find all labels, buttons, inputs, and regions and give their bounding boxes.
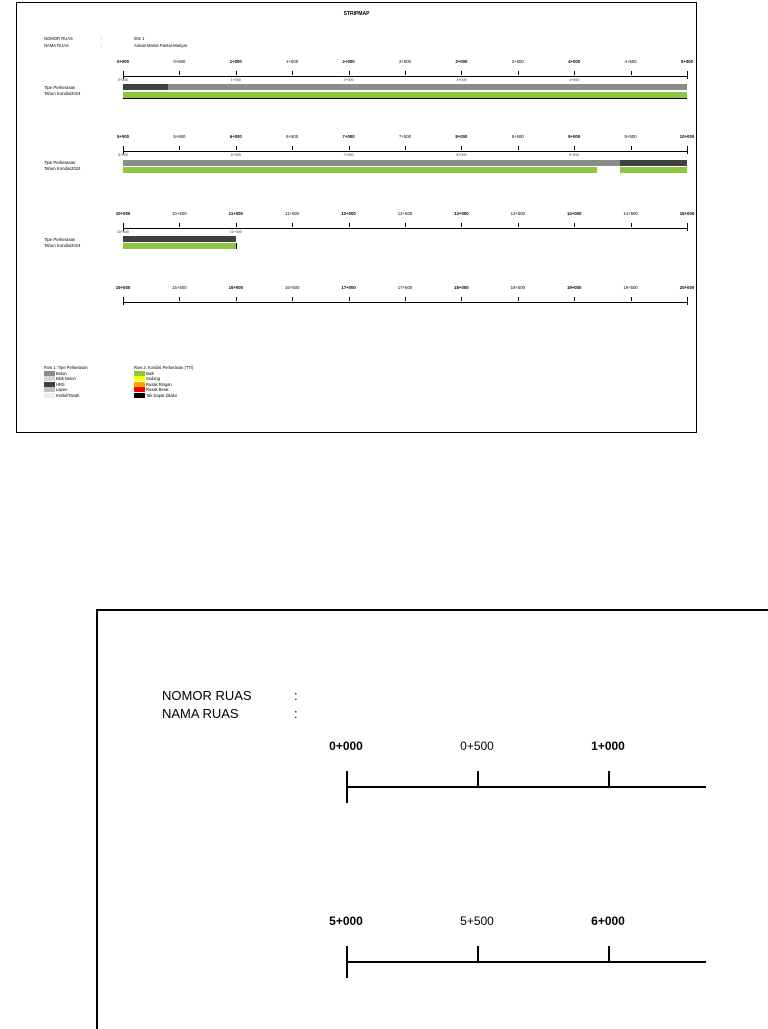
strip-baseline: [123, 76, 687, 77]
strip-baseline: [123, 302, 687, 303]
tick-label: 18+000: [454, 285, 469, 290]
tick-mark: [236, 71, 237, 75]
row-label-tahun: Tahun Kondisi2024: [44, 166, 81, 171]
stripmap-sheet: [16, 2, 697, 433]
tick-label: 9+500: [624, 134, 637, 139]
nama-ruas-value: Aimas-Mariat Pantai-Mariyat: [134, 43, 187, 48]
tick-label: 4+000: [568, 59, 581, 64]
seg-s2-beton: [123, 160, 620, 166]
tick-label: 14+500: [623, 211, 638, 216]
tick-mark: [179, 223, 180, 227]
tick-mark: [236, 146, 237, 150]
tick-mark: [349, 146, 350, 150]
legend-swatch: [134, 382, 145, 387]
legend-swatch: [44, 393, 55, 398]
legend-swatch: [44, 382, 55, 387]
segment-km-label: 10+000: [116, 230, 130, 234]
seg-s1-hrs: [123, 84, 168, 90]
tick-label: 19+500: [623, 285, 638, 290]
tick-mark: [574, 146, 575, 150]
tick-label: 20+000: [679, 285, 695, 290]
nama-ruas-label: NAMA RUAS: [44, 43, 69, 48]
tick-label: 2+500: [398, 59, 412, 64]
tick-mark: [687, 146, 688, 154]
tick-label: 0+500: [173, 59, 186, 64]
seg-s1-beton: [168, 84, 687, 90]
tick-mark: [236, 297, 237, 301]
zoom-tick-label: 6+000: [591, 914, 625, 928]
nomor-ruas-sep: :: [101, 36, 103, 41]
row-label-tipe: Tipe Perkerasan: [44, 160, 76, 165]
tick-label: 6+000: [229, 134, 242, 139]
tick-mark: [687, 71, 688, 79]
legend-label: Beton: [56, 370, 67, 376]
legend-label: Lapen: [56, 387, 68, 392]
legend-swatch: [44, 376, 55, 381]
tick-mark: [292, 223, 293, 227]
tick-label: 11+000: [228, 211, 243, 216]
nomor-ruas-label: NOMOR RUAS: [44, 36, 73, 41]
tick-label: 9+000: [568, 134, 581, 139]
tick-label: 15+000: [679, 211, 695, 216]
tick-label: 5+500: [173, 134, 186, 139]
segment-km-label: 6+000: [230, 153, 241, 157]
tick-mark: [123, 297, 124, 305]
legend-swatch: [134, 371, 145, 376]
legend-swatch: [134, 393, 145, 398]
seg-s2-baik-b: [620, 167, 687, 173]
segment-km-label: 8+000: [456, 153, 467, 157]
tick-mark: [518, 71, 519, 75]
nomor-ruas-value: 001 1: [134, 36, 145, 41]
tick-label: 16+500: [284, 285, 300, 290]
tick-label: 12+000: [341, 211, 356, 216]
zoom-tick-label: 5+500: [460, 914, 494, 928]
row-label-tahun: Tahun Kondisi2024: [44, 91, 81, 96]
row-label-tahun: Tahun Kondisi2024: [44, 243, 81, 248]
tick-label: 14+000: [566, 211, 582, 216]
seg-s3-hrs: [123, 236, 236, 242]
tick-mark: [292, 297, 293, 301]
tick-label: 17+000: [341, 285, 356, 290]
zoom-tick-mark: [477, 771, 479, 787]
tick-mark: [518, 223, 519, 227]
tick-mark: [687, 223, 688, 231]
tick-mark: [461, 71, 462, 75]
zoom-nama-label: NAMA RUAS: [162, 706, 239, 721]
tick-mark: [518, 297, 519, 301]
tick-mark: [631, 71, 632, 75]
tick-label: 8+000: [455, 134, 468, 139]
segment-km-label: 3+000: [456, 78, 467, 82]
tick-mark: [405, 223, 406, 227]
tick-label: 3+000: [455, 59, 468, 64]
seg-s1-baik: [123, 92, 687, 99]
zoom-tick-mark: [608, 771, 610, 787]
row-label-tipe: Tipe Perkerasan: [44, 85, 76, 90]
segment-km-label: 7+000: [343, 153, 354, 157]
segment-km-label: 9+000: [569, 153, 580, 157]
tick-label: 8+500: [511, 134, 524, 139]
tick-mark: [461, 297, 462, 301]
tick-mark: [405, 297, 406, 301]
tick-label: 7+000: [342, 134, 355, 139]
tick-mark: [349, 297, 350, 301]
segment-km-label: 5+000: [117, 153, 129, 157]
zoom-tick-label: 0+500: [460, 739, 494, 753]
zoom-tick-label: 5+000: [329, 914, 363, 928]
strip-baseline: [123, 228, 687, 229]
tick-mark: [292, 71, 293, 75]
tick-label: 13+500: [510, 211, 526, 216]
tick-mark: [518, 146, 519, 150]
legend-swatch: [134, 376, 145, 381]
tick-mark: [631, 223, 632, 227]
segment-km-label: 0+000: [117, 78, 129, 82]
tick-mark: [687, 297, 688, 305]
legend-item: [134, 393, 193, 399]
legend-swatch: [134, 387, 145, 392]
stripmap-title: STRIPMAP: [343, 11, 370, 17]
zoom-nomor-sep: :: [294, 688, 298, 703]
tick-label: 7+500: [398, 134, 412, 139]
legend-label: Rusak Ringan: [146, 381, 172, 387]
seg-s2-hrs: [620, 160, 687, 166]
tick-label: 10+500: [172, 211, 187, 216]
zoom-view: [96, 609, 768, 1029]
tick-label: 13+000: [454, 211, 469, 216]
tick-mark: [292, 146, 293, 150]
zoom-tick-label: 0+000: [329, 739, 363, 753]
tick-mark: [574, 223, 575, 227]
tick-mark: [631, 297, 632, 301]
legend-label: Tak Dapat Dilalui: [146, 392, 177, 398]
tick-mark: [236, 223, 237, 227]
tick-mark: [405, 71, 406, 75]
legend-swatch: [44, 371, 55, 376]
zoom-baseline: [346, 961, 706, 963]
tick-mark: [405, 146, 406, 150]
zoom-baseline: [346, 786, 706, 788]
row-label-tipe: Tipe Perkerasan: [44, 237, 76, 242]
tick-label: 17+500: [397, 285, 413, 290]
legend-row1: [44, 365, 88, 398]
tick-label: 3+500: [511, 59, 524, 64]
zoom-tick-mark: [477, 946, 479, 962]
tick-label: 10+000: [115, 211, 131, 216]
legend-label: Blok Beton: [56, 376, 76, 381]
tick-mark: [349, 223, 350, 227]
legend-label: Baik: [146, 370, 154, 376]
tick-label: 18+500: [510, 285, 526, 290]
tick-mark: [461, 223, 462, 227]
tick-label: 11+500: [285, 211, 300, 216]
zoom-nomor-label: NOMOR RUAS: [162, 688, 252, 703]
tick-mark: [179, 71, 180, 75]
tick-label: 12+500: [397, 211, 413, 216]
tick-mark: [574, 71, 575, 75]
seg-s2-baik-a: [123, 167, 597, 173]
tick-label: 5+000: [680, 59, 694, 64]
legend-label: Rusak Berat: [146, 387, 169, 392]
zoom-nama-sep: :: [294, 706, 298, 721]
tick-label: 1+000: [229, 59, 242, 64]
strip-baseline: [123, 151, 687, 152]
tick-label: 5+000: [116, 134, 130, 139]
zoom-tick-mark: [608, 946, 610, 962]
legend-row2: [134, 365, 193, 398]
segment-km-label: 11+000: [229, 230, 242, 234]
tick-label: 0+000: [116, 59, 130, 64]
tick-label: 15+500: [172, 285, 187, 290]
tick-label: 15+000: [115, 285, 131, 290]
tick-label: 16+000: [228, 285, 244, 290]
legend-item: [44, 393, 88, 399]
segment-km-label: 4+000: [569, 78, 580, 82]
legend-label: Sedang: [146, 376, 161, 381]
tick-mark: [179, 146, 180, 150]
legend-row1-title: Row 1: Tipe Perkerasan: [44, 365, 88, 370]
nama-ruas-sep: :: [101, 43, 103, 48]
tick-mark: [574, 297, 575, 301]
tick-label: 10+000: [679, 134, 695, 139]
legend-swatch: [44, 387, 55, 392]
tick-label: 6+500: [286, 134, 299, 139]
tick-label: 4+500: [624, 59, 637, 64]
tick-mark: [179, 297, 180, 301]
legend-label: HRS: [56, 381, 65, 387]
legend-row2-title: Row 2: Kondisi Perkerasan (TTI): [134, 365, 194, 370]
tick-label: 1+500: [286, 59, 299, 64]
segment-km-label: 1+000: [230, 78, 241, 82]
tick-mark: [461, 146, 462, 150]
tick-label: 2+000: [342, 59, 355, 64]
zoom-tick-label: 1+000: [591, 739, 625, 753]
seg-s3-baik: [123, 243, 237, 249]
legend-label: Kerikil/Tanah: [56, 392, 80, 398]
tick-mark: [349, 71, 350, 75]
tick-mark: [631, 146, 632, 150]
tick-label: 19+000: [566, 285, 582, 290]
segment-km-label: 2+000: [343, 78, 354, 82]
